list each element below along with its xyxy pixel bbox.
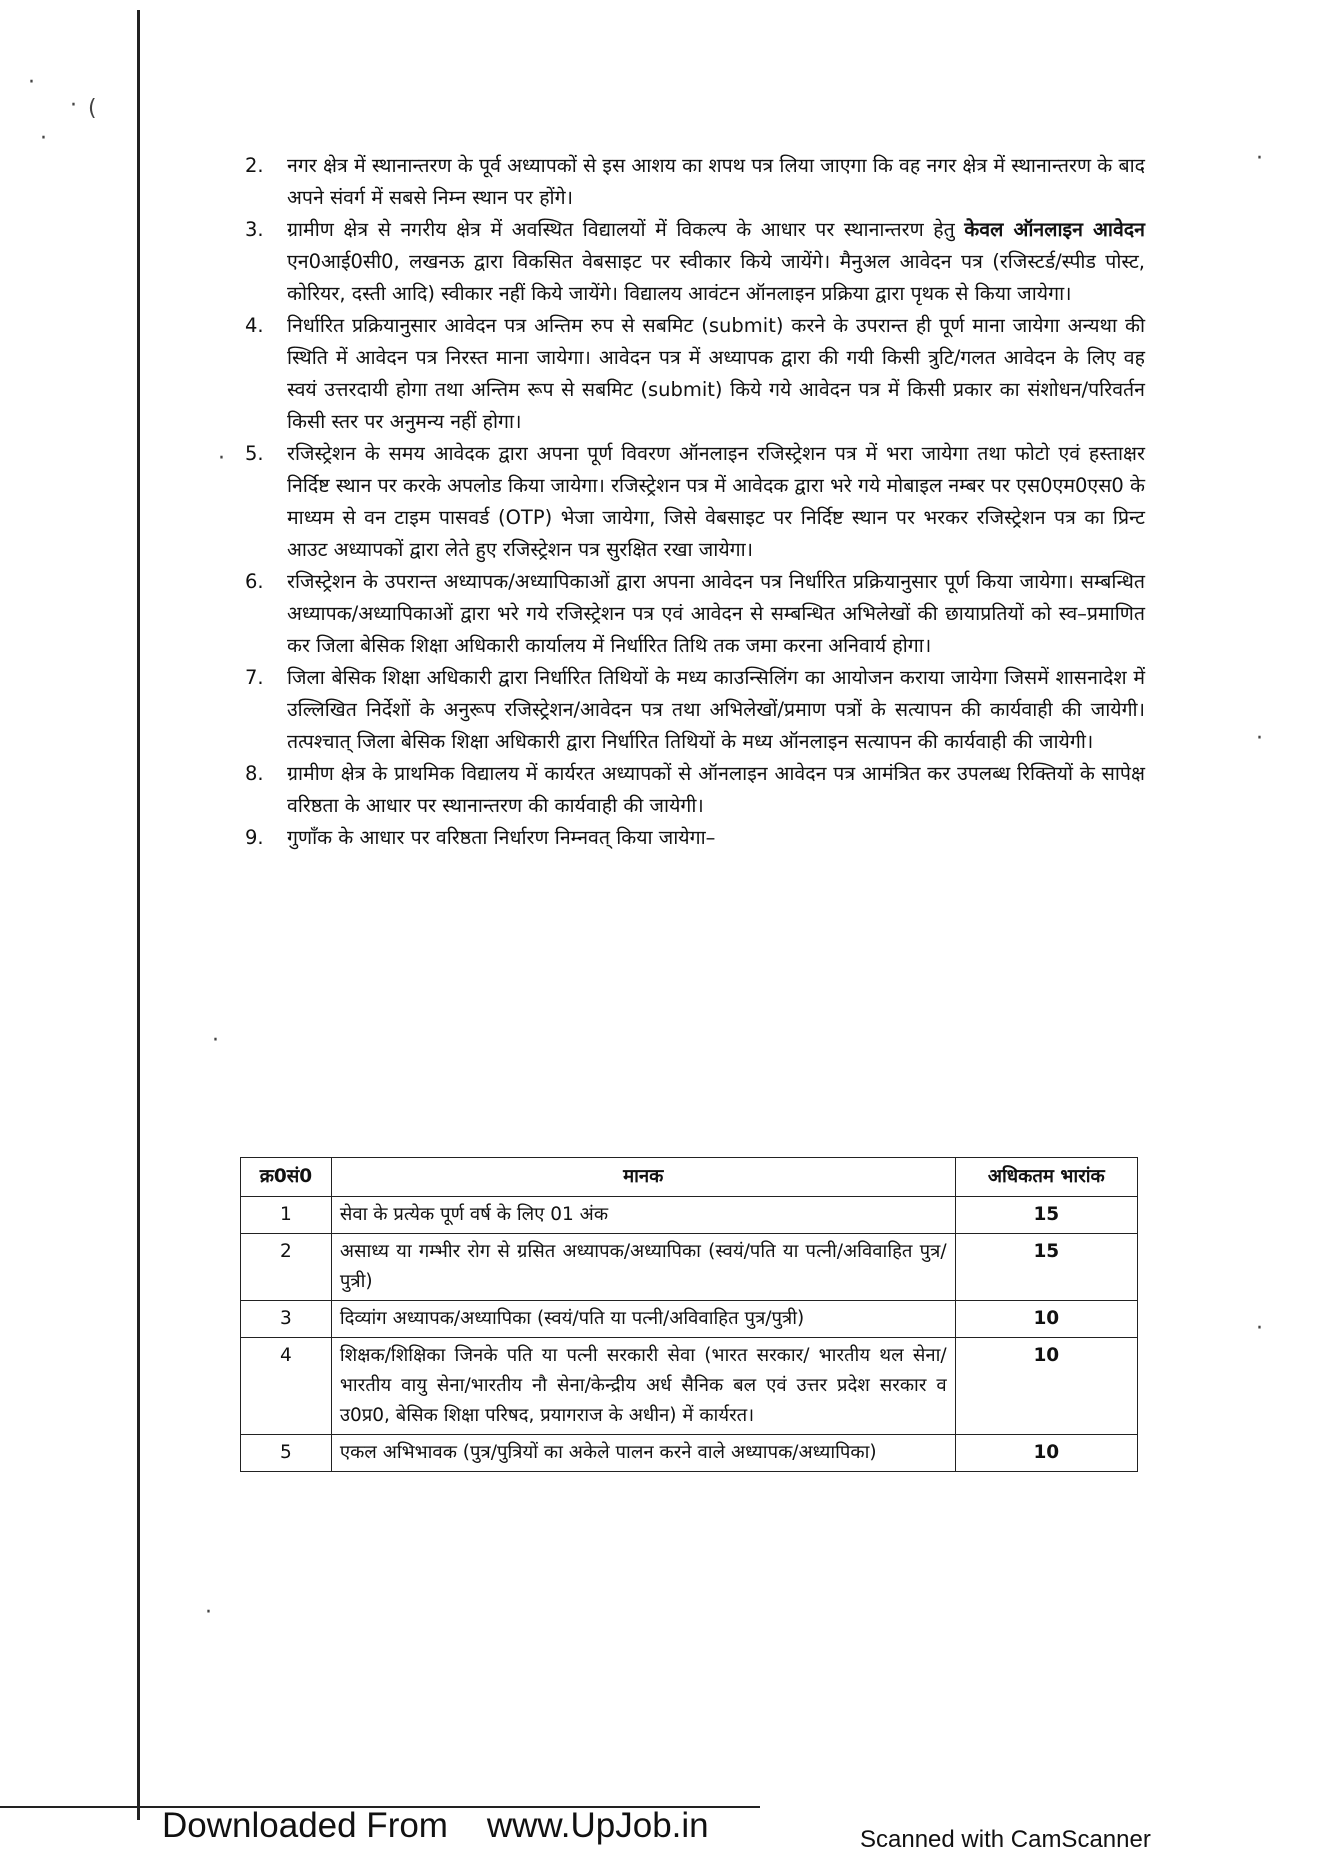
scan-speck: ·	[212, 1028, 219, 1053]
scan-speck: ·	[1256, 726, 1263, 751]
item-text: निर्धारित प्रक्रियानुसार आवेदन पत्र अन्तिम रुप से सबमिट (submit) करने के उपरान्त ही पूर्ण माना जायेगा अन्यथा की स्थिति में आवेदन पत्र निरस्त माना जायेगा। आवेदन पत्र में अध्यापक द्वारा की गयी किसी त्रुटि/गलत आवेदन के लिए वह स्वयं उत्तरदायी होगा तथा अन्तिम रूप से सबमिट (submit) किये गये आवेदन पत्र में किसी प्रकार का संशोधन/परिवर्तन किसी स्तर पर अनुमन्य नहीं होगा।	[287, 314, 1145, 433]
row-marks: 10	[955, 1435, 1137, 1472]
scan-speck: ·	[218, 446, 225, 471]
row-standard: असाध्य या गम्भीर रोग से ग्रसित अध्यापक/अध्यापिका (स्वयं/पति या पत्नी/अविवाहित पुत्र/पुत्री)	[331, 1234, 955, 1301]
scan-speck: ·	[70, 93, 77, 118]
table-header-row	[241, 1158, 1138, 1197]
row-serial: 1	[241, 1197, 332, 1234]
scan-speck: ·	[40, 126, 47, 151]
row-serial: 2	[241, 1234, 332, 1301]
header-standard: मानक	[331, 1158, 955, 1197]
scan-speck: ·	[205, 1600, 212, 1625]
document-body	[245, 150, 1145, 854]
list-item	[245, 566, 1145, 662]
table-row	[241, 1234, 1138, 1301]
table-row	[241, 1435, 1138, 1472]
item-text: गुणाँक के आधार पर वरिष्ठता निर्धारण निम्नवत् किया जायेगा–	[287, 826, 716, 849]
table-row	[241, 1301, 1138, 1338]
instruction-list	[245, 150, 1145, 854]
margin-line	[137, 10, 140, 1820]
header-max-marks: अधिकतम भारांक	[955, 1158, 1137, 1197]
item-text: जिला बेसिक शिक्षा अधिकारी द्वारा निर्धारित तिथियों के मध्य काउन्सिलिंग का आयोजन कराया जायेगा जिसमें शासनादेश में उल्लिखित निर्देशों के अनुरूप रजिस्ट्रेशन/आवेदन पत्र तथा अभिलेखों/प्रमाण पत्रों के सत्यापन की कार्यवाही की जायेगी। तत्पश्चात् जिला बेसिक शिक्षा अधिकारी द्वारा निर्धारित तिथियों के मध्य ऑनलाइन सत्यापन की कार्यवाही की जायेगी।	[287, 666, 1145, 753]
list-item	[245, 150, 1145, 214]
item-number: 4.	[245, 314, 264, 337]
item-text: एन0आई0सी0, लखनऊ द्वारा विकसित वेबसाइट पर स्वीकार किये जायेंगे। मैनुअल आवेदन पत्र (रजिस्टर्ड/स्पीड पोस्ट, कोरियर, दस्ती आदि) स्वीकार नहीं किये जायेंगे। विद्यालय आवंटन ऑनलाइन प्रक्रिया द्वारा पृथक से किया जायेगा।	[287, 250, 1145, 305]
item-number: 9.	[245, 826, 264, 849]
row-standard: सेवा के प्रत्येक पूर्ण वर्ष के लिए 01 अंक	[331, 1197, 955, 1234]
item-number: 5.	[245, 442, 264, 465]
row-standard: एकल अभिभावक (पुत्र/पुत्रियों का अकेले पालन करने वाले अध्यापक/अध्यापिका)	[331, 1435, 955, 1472]
downloaded-from-footer: Downloaded From www.UpJob.in	[162, 1806, 709, 1845]
table-row	[241, 1338, 1138, 1435]
item-text-bold: केवल ऑनलाइन आवेदन	[964, 218, 1145, 241]
row-standard: दिव्यांग अध्यापक/अध्यापिका (स्वयं/पति या पत्नी/अविवाहित पुत्र/पुत्री)	[331, 1301, 955, 1338]
list-item	[245, 758, 1145, 822]
list-item	[245, 310, 1145, 438]
row-marks: 15	[955, 1234, 1137, 1301]
item-number: 3.	[245, 218, 264, 241]
item-number: 6.	[245, 570, 264, 593]
scan-speck: ·	[1256, 146, 1263, 171]
item-number: 7.	[245, 666, 264, 689]
item-number: 8.	[245, 762, 264, 785]
item-text: ग्रामीण क्षेत्र से नगरीय क्षेत्र में अवस्थित विद्यालयों में विकल्प के आधार पर स्थानान्तरण हेतु	[287, 218, 955, 241]
row-marks: 15	[955, 1197, 1137, 1234]
scan-speck: ·	[28, 70, 35, 95]
table-row	[241, 1197, 1138, 1234]
row-serial: 5	[241, 1435, 332, 1472]
list-item	[245, 214, 1145, 310]
item-text: रजिस्ट्रेशन के उपरान्त अध्यापक/अध्यापिकाओं द्वारा अपना आवेदन पत्र निर्धारित प्रक्रियानुसार पूर्ण किया जायेगा। सम्बन्धित अध्यापक/अध्यापिकाओं द्वारा भरे गये रजिस्ट्रेशन पत्र एवं आवेदन से सम्बन्धित अभिलेखों की छायाप्रतियों को स्व–प्रमाणित कर जिला बेसिक शिक्षा अधिकारी कार्यालय में निर्धारित तिथि तक जमा करना अनिवार्य होगा।	[287, 570, 1145, 657]
item-number: 2.	[245, 154, 264, 177]
weightage-table	[240, 1157, 1138, 1472]
list-item	[245, 822, 1145, 854]
item-text: नगर क्षेत्र में स्थानान्तरण के पूर्व अध्यापकों से इस आशय का शपथ पत्र लिया जाएगा कि वह नगर क्षेत्र में स्थानान्तरण के बाद अपने संवर्ग में सबसे निम्न स्थान पर होंगे।	[287, 154, 1145, 209]
row-standard: शिक्षक/शिक्षिका जिनके पति या पत्नी सरकारी सेवा (भारत सरकार/ भारतीय थल सेना/भारतीय वायु सेना/भारतीय नौ सेना/केन्द्रीय अर्ध सैनिक बल एवं उत्तर प्रदेश सरकार व उ0प्र0, बेसिक शिक्षा परिषद, प्रयागराज के अधीन) में कार्यरत।	[331, 1338, 955, 1435]
scan-speck: ·	[1256, 1316, 1263, 1341]
row-serial: 3	[241, 1301, 332, 1338]
list-item	[245, 438, 1145, 566]
row-marks: 10	[955, 1338, 1137, 1435]
header-serial: क्र0सं0	[241, 1158, 332, 1197]
list-item	[245, 662, 1145, 758]
item-text: ग्रामीण क्षेत्र के प्राथमिक विद्यालय में कार्यरत अध्यापकों से ऑनलाइन आवेदन पत्र आमंत्रित कर उपलब्ध रिक्तियों के सापेक्ष वरिष्ठता के आधार पर स्थानान्तरण की कार्यवाही की जायेगी।	[287, 762, 1145, 817]
row-marks: 10	[955, 1301, 1137, 1338]
item-text: रजिस्ट्रेशन के समय आवेदक द्वारा अपना पूर्ण विवरण ऑनलाइन रजिस्ट्रेशन पत्र में भरा जायेगा तथा फोटो एवं हस्ताक्षर निर्दिष्ट स्थान पर करके अपलोड किया जायेगा। रजिस्ट्रेशन पत्र में आवेदक द्वारा भरे गये मोबाइल नम्बर पर एस0एम0एस0 के माध्यम से वन टाइम पासवर्ड (OTP) भेजा जायेगा, जिसे वेबसाइट पर निर्दिष्ट स्थान पर भरकर रजिस्ट्रेशन पत्र का प्रिन्ट आउट अध्यापकों द्वारा लेते हुए रजिस्ट्रेशन पत्र सुरक्षित रखा जायेगा।	[287, 442, 1145, 561]
scan-speck: (	[88, 96, 97, 121]
scanned-with-footer: Scanned with CamScanner	[860, 1826, 1151, 1853]
row-serial: 4	[241, 1338, 332, 1435]
